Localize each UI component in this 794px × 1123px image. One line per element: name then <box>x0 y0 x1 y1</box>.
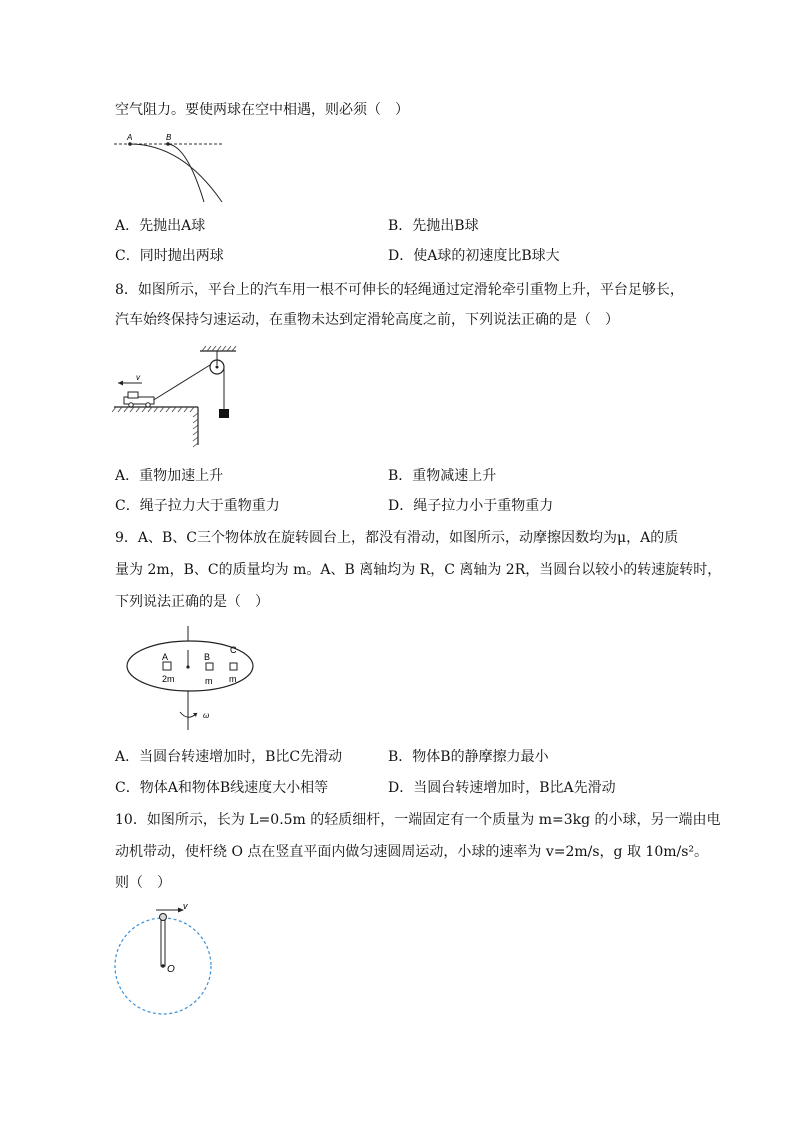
q7-label-b: B <box>166 133 172 142</box>
q8-stem-line2: 汽车始终保持匀速运动，在重物未达到定滑轮高度之前，下列说法正确的是（ ） <box>115 312 619 328</box>
q9-mass-a: 2m <box>162 674 175 684</box>
q8-velocity-arrowhead <box>118 381 123 386</box>
q8-ceiling-hatch <box>202 346 236 351</box>
q10-rod <box>161 920 165 966</box>
q8-stem-line1: 8．如图所示，平台上的汽车用一根不可伸长的轻绳通过定滑轮牵引重物上升，平台足够长， <box>115 282 684 298</box>
q7-option-b: B．先抛出B球 <box>388 218 479 234</box>
q8-v-label: v <box>136 373 140 382</box>
q8-figure-car-pulley <box>112 343 252 448</box>
q9-stem-line1: 9．A、B、C三个物体放在旋转圆台上，都没有滑动，如图所示，动摩擦因数均为μ，A的质 <box>115 530 679 546</box>
q9-mass-b: m <box>205 676 213 686</box>
q9-axis-center <box>186 665 189 668</box>
q9-option-a: A．当圆台转速增加时，B比C先滑动 <box>115 749 343 765</box>
q9-label-b: B <box>204 652 211 662</box>
q9-stem-line3: 下列说法正确的是（ ） <box>115 594 269 610</box>
q7-option-a: A．先抛出A球 <box>115 218 206 234</box>
q8-weight <box>219 409 229 418</box>
q10-v-label: v <box>183 901 188 911</box>
q10-stem-line1: 10．如图所示，长为 L=0.5m 的轻质细杆，一端固定有一个质量为 m=3kg 的小球，另一端由电 <box>115 812 721 828</box>
q7-option-d: D．使A球的初速度比B球大 <box>388 248 560 264</box>
q9-omega-label: ω <box>203 711 210 720</box>
q10-stem-line2: 动机带动，使杆绕 O 点在竖直平面内做匀速圆周运动，小球的速率为 v=2m/s，g 取 10m/s²。 <box>115 844 709 860</box>
q7-label-a: A <box>127 133 133 142</box>
q9-option-b: B．物体B的静摩擦力最小 <box>388 749 549 765</box>
q8-platform-hatch <box>112 407 198 447</box>
q9-label-c: C <box>230 645 237 655</box>
q7-option-c: C．同时抛出两球 <box>115 248 224 264</box>
q10-o-label: O <box>167 964 175 975</box>
q8-pulley-axle <box>216 366 219 369</box>
q10-pivot <box>161 964 165 968</box>
q8-option-c: C．绳子拉力大于重物重力 <box>115 498 280 514</box>
q7-path-a <box>130 144 222 202</box>
q8-option-b: B．重物减速上升 <box>388 468 497 484</box>
q7-figure-projectile-paths <box>112 130 232 205</box>
q7-ball-a <box>128 142 132 146</box>
q9-stem-line2: 量为 2m，B、C的质量均为 m。A、B 离轴均为 R，C 离轴为 2R，当圆台以较小的转速旋转时， <box>115 562 722 578</box>
q9-option-c: C．物体A和物体B线速度大小相等 <box>115 780 329 796</box>
q10-stem-line3: 则（ ） <box>115 875 171 891</box>
q8-option-d: D．绳子拉力小于重物重力 <box>388 498 554 514</box>
q8-rope-to-car <box>152 365 210 401</box>
q9-mass-c: m <box>229 674 237 684</box>
q9-label-a: A <box>162 652 169 662</box>
q9-option-d: D．当圆台转速增加时，B比A先滑动 <box>388 780 616 796</box>
q7-path-b <box>168 144 204 202</box>
q8-car-cab <box>128 392 138 398</box>
q8-option-a: A．重物加速上升 <box>115 468 224 484</box>
q9-rotation-arrowhead <box>193 713 197 717</box>
q10-ball <box>160 914 167 921</box>
q7-stem-tail: 空气阻力。要使两球在空中相遇，则必须（ ） <box>115 102 409 118</box>
q10-figure-rod-circle <box>110 898 220 1018</box>
q9-figure-turntable <box>122 626 262 734</box>
q7-ball-b <box>166 142 170 146</box>
